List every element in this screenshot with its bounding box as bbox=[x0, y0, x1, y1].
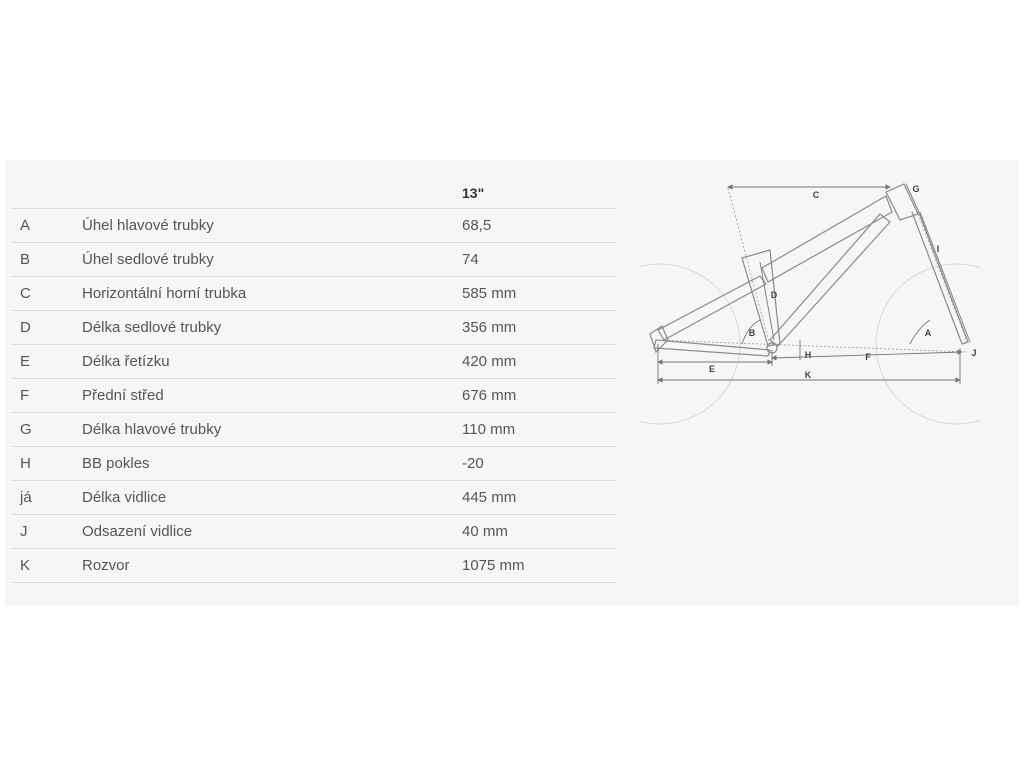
row-value: 68,5 bbox=[462, 217, 492, 234]
table-body bbox=[12, 209, 616, 583]
i-guide bbox=[918, 214, 968, 344]
row-label: Odsazení vidlice bbox=[82, 523, 193, 540]
fork bbox=[912, 210, 968, 344]
table-row bbox=[12, 481, 616, 515]
d-dimension bbox=[760, 262, 774, 340]
row-label: Přední střed bbox=[82, 387, 164, 404]
table-row bbox=[12, 515, 616, 549]
label-h: H bbox=[804, 350, 812, 360]
label-c: C bbox=[812, 190, 820, 200]
label-k: K bbox=[804, 370, 812, 380]
row-code: H bbox=[20, 455, 31, 472]
i-dimension bbox=[920, 212, 970, 342]
table-row bbox=[12, 209, 616, 243]
row-value: 356 mm bbox=[462, 319, 517, 336]
row-label: Délka vidlice bbox=[82, 489, 167, 506]
label-i: I bbox=[936, 244, 940, 254]
table-header bbox=[12, 176, 616, 209]
row-code: K bbox=[20, 557, 31, 574]
label-g: G bbox=[912, 184, 920, 194]
row-value: 445 mm bbox=[462, 489, 517, 506]
row-label: Délka sedlové trubky bbox=[82, 319, 222, 336]
table-row bbox=[12, 311, 616, 345]
row-code: F bbox=[20, 387, 30, 404]
row-code: A bbox=[20, 217, 31, 234]
row-code: já bbox=[20, 489, 32, 506]
label-j: J bbox=[971, 348, 977, 358]
top-tube bbox=[762, 196, 892, 282]
row-value: 585 mm bbox=[462, 285, 517, 302]
table-row bbox=[12, 277, 616, 311]
row-value: -20 bbox=[462, 455, 484, 472]
size-column-header: 13" bbox=[462, 185, 485, 201]
row-label: Horizontální horní trubka bbox=[82, 285, 247, 302]
row-code: E bbox=[20, 353, 31, 370]
front-wheel bbox=[876, 264, 980, 424]
table-row bbox=[12, 243, 616, 277]
row-value: 1075 mm bbox=[462, 557, 525, 574]
row-code: D bbox=[20, 319, 31, 336]
table-row bbox=[12, 549, 616, 583]
label-d: D bbox=[770, 290, 778, 300]
row-value: 420 mm bbox=[462, 353, 517, 370]
row-code: G bbox=[20, 421, 32, 438]
bike-geometry-diagram bbox=[640, 175, 980, 435]
row-label: Délka řetízku bbox=[82, 353, 170, 370]
label-f: F bbox=[865, 352, 871, 362]
label-e: E bbox=[708, 364, 716, 374]
table-row bbox=[12, 345, 616, 379]
label-b: B bbox=[748, 328, 756, 338]
row-value: 40 mm bbox=[462, 523, 508, 540]
row-value: 110 mm bbox=[462, 421, 516, 438]
down-tube bbox=[770, 214, 890, 346]
row-code: C bbox=[20, 285, 31, 302]
table-row bbox=[12, 379, 616, 413]
table-row bbox=[12, 413, 616, 447]
label-a: A bbox=[924, 328, 932, 338]
row-label: Úhel hlavové trubky bbox=[82, 217, 214, 234]
h-guide bbox=[656, 340, 968, 352]
row-value: 676 mm bbox=[462, 387, 517, 404]
geometry-table bbox=[12, 176, 616, 583]
row-code: B bbox=[20, 251, 31, 268]
row-label: Délka hlavové trubky bbox=[82, 421, 222, 438]
row-label: Rozvor bbox=[82, 557, 130, 574]
row-value: 74 bbox=[462, 251, 479, 268]
row-label: BB pokles bbox=[82, 455, 150, 472]
table-row bbox=[12, 447, 616, 481]
row-label: Úhel sedlové trubky bbox=[82, 251, 214, 268]
row-code: J bbox=[20, 523, 28, 540]
